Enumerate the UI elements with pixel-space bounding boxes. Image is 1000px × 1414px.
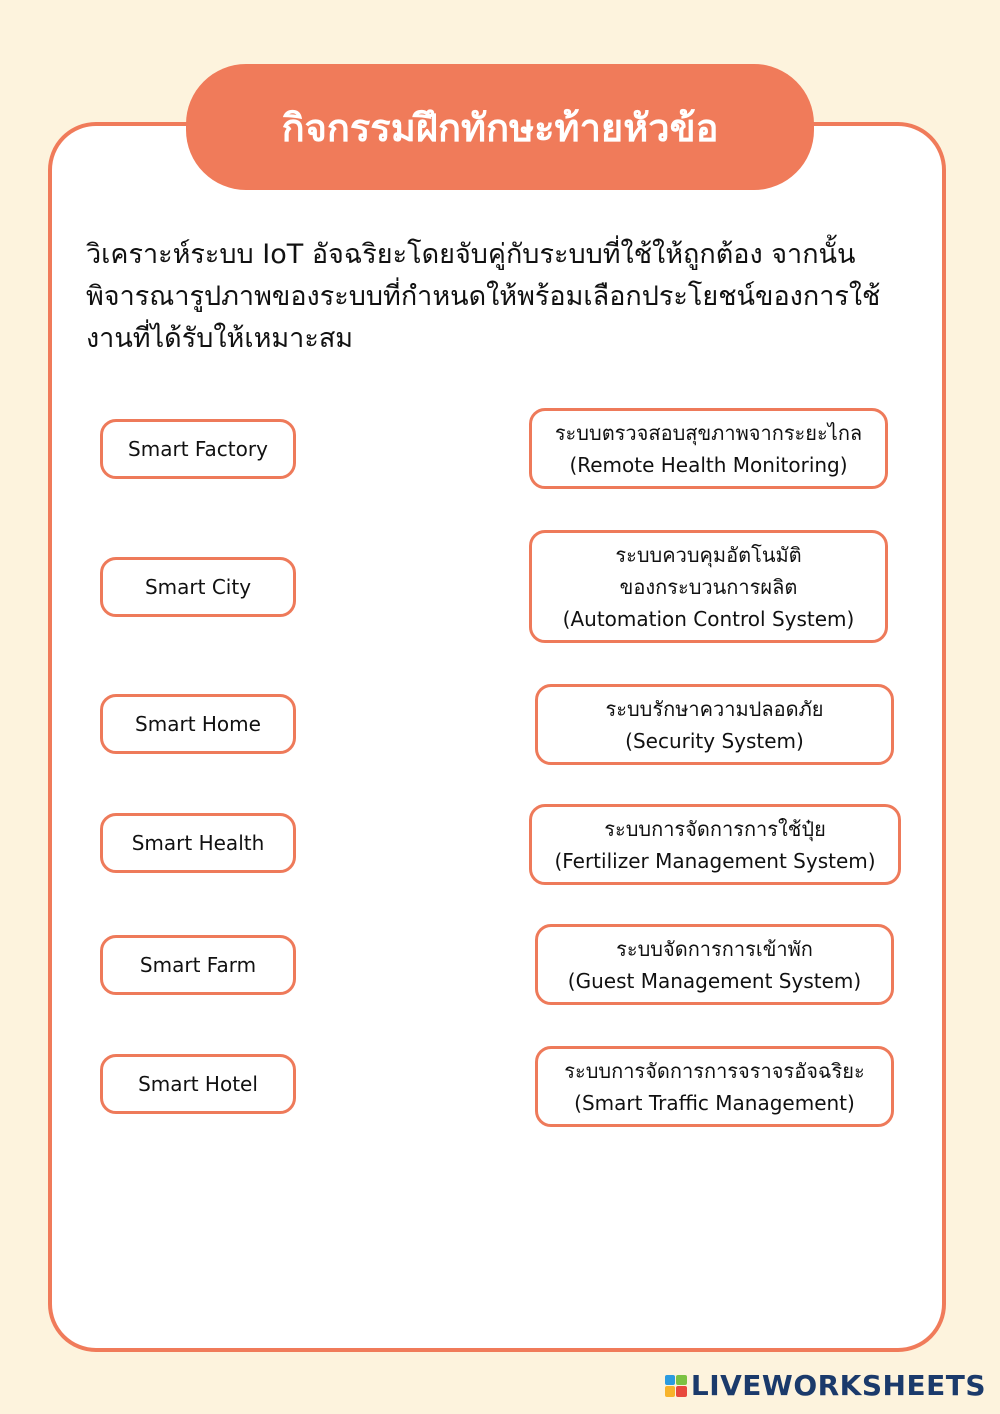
liveworksheets-logo-icon: [665, 1375, 687, 1397]
left-item-smart-home[interactable]: [100, 694, 296, 754]
right-item-guest-management[interactable]: [535, 924, 894, 1005]
instructions-text: วิเคราะห์ระบบ IoT อัจฉริยะโดยจับคู่กับระบบที่ใช้ให้ถูกต้อง จากนั้นพิจารณารูปภาพของระบบที่กำหนดให้พร้อมเลือกประโยชน์ของการใช้งานที่ได้รับให้เหมาะสม: [86, 239, 881, 354]
right-item-english: (Security System): [625, 728, 804, 753]
right-item-thai-line2: ของกระบวนการผลิต: [619, 574, 798, 599]
left-item-label: Smart Factory: [128, 437, 268, 461]
right-item-automation-control[interactable]: [529, 530, 888, 643]
left-item-smart-health[interactable]: [100, 813, 296, 873]
left-item-smart-hotel[interactable]: [100, 1054, 296, 1114]
right-item-thai: ระบบการจัดการการจราจรอัจฉริยะ: [564, 1058, 865, 1083]
left-item-label: Smart Home: [135, 712, 261, 736]
right-item-english: (Guest Management System): [567, 968, 862, 993]
right-item-thai: ระบบรักษาความปลอดภัย: [605, 696, 824, 721]
left-item-smart-farm[interactable]: [100, 935, 296, 995]
right-item-thai: ระบบจัดการการเข้าพัก: [616, 936, 813, 961]
liveworksheets-logo: [665, 1369, 986, 1402]
right-item-thai: ระบบตรวจสอบสุขภาพจากระยะไกล: [554, 420, 863, 445]
right-item-english: (Automation Control System): [562, 606, 855, 631]
left-item-label: Smart Hotel: [138, 1072, 258, 1096]
right-item-english: (Smart Traffic Management): [574, 1090, 855, 1115]
right-item-smart-traffic[interactable]: [535, 1046, 894, 1127]
left-item-label: Smart Health: [131, 831, 265, 855]
right-item-security[interactable]: [535, 684, 894, 765]
left-item-smart-city[interactable]: [100, 557, 296, 617]
left-item-label: Smart Farm: [139, 953, 257, 977]
right-item-thai: ระบบควบคุมอัตโนมัติ: [615, 542, 802, 567]
right-item-english: (Fertilizer Management System): [554, 848, 876, 873]
left-item-label: Smart City: [144, 575, 252, 599]
page-title: กิจกรรมฝึกทักษะท้ายหัวข้อ: [186, 64, 814, 190]
left-item-smart-factory[interactable]: [100, 419, 296, 479]
right-item-thai: ระบบการจัดการการใช้ปุ๋ย: [604, 816, 826, 841]
logo-text: LIVEWORKSHEETS: [690, 1369, 986, 1402]
right-item-english: (Remote Health Monitoring): [569, 452, 848, 477]
right-item-remote-health[interactable]: [529, 408, 888, 489]
right-item-fertilizer[interactable]: [529, 804, 901, 885]
